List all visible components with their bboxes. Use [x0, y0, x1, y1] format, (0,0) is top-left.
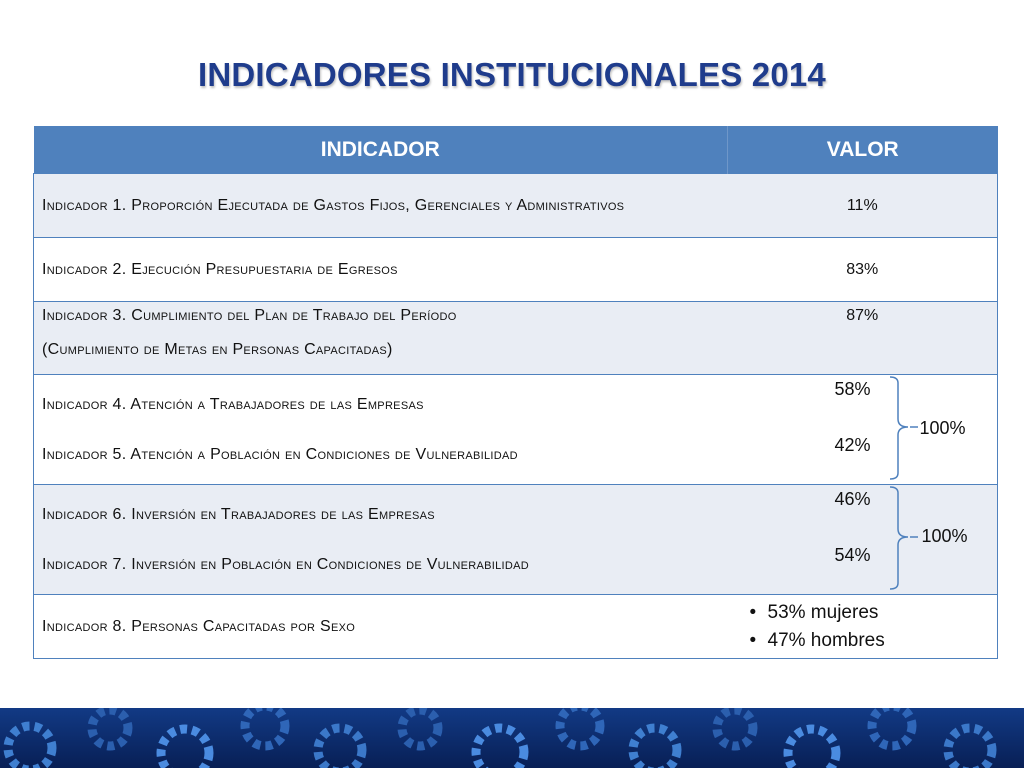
indicator-2-value: 83% [728, 238, 998, 302]
table-row [34, 174, 998, 238]
indicator-8-values [728, 595, 998, 659]
value-column-header: VALOR [728, 126, 998, 174]
indicator-3-value: 87% [728, 302, 998, 375]
table-row [34, 302, 998, 375]
page-title: INDICADORES INSTITUCIONALES 2014 [197, 56, 826, 93]
indicators-table [33, 126, 998, 659]
indicator-3-cell [34, 302, 728, 375]
indicator-4-text: Indicador 4. Atención a Trabajadores de las Empresas [42, 395, 424, 413]
sex-breakdown-list [728, 599, 998, 655]
indicator-7-text: Indicador 7. Inversión en Población en Condiciones de Vulnerabilidad [42, 555, 529, 573]
table-row [34, 485, 998, 595]
indicator-column-header: INDICADOR [34, 126, 728, 174]
list-item: • 47% hombres [749, 629, 885, 651]
indicator-2-text: Indicador 2. Ejecución Presupuestaria de Egresos [34, 238, 728, 302]
table-header-row [34, 126, 998, 174]
indicator-5-value: 42% [834, 435, 871, 455]
indicator-6-text: Indicador 6. Inversión en Trabajadores de las Empresas [42, 505, 435, 523]
group-4-5-total: 100% [919, 418, 966, 438]
indicator-4-value: 58% [834, 379, 871, 399]
indicator-1-text: Indicador 1. Proporción Ejecutada de Gastos Fijos, Gerenciales y Administrativos [34, 174, 728, 238]
indicator-1-value: 11% [728, 174, 998, 238]
indicator-6-7-cell [34, 485, 728, 595]
table-row [34, 595, 998, 659]
indicator-6-value: 46% [834, 489, 871, 509]
indicator-5-text: Indicador 5. Atención a Población en Condiciones de Vulnerabilidad [42, 445, 518, 463]
indicator-7-value: 54% [834, 545, 871, 565]
indicator-3-text: Indicador 3. Cumplimiento del Plan de Trabajo del Período [42, 307, 457, 324]
list-item: • 53% mujeres [749, 601, 879, 623]
table-row [34, 375, 998, 485]
gear-pattern-icon [0, 708, 1024, 768]
indicator-3-subtext: (Cumplimiento de Metas en Personas Capacitadas) [42, 341, 393, 358]
indicator-6-7-values [728, 485, 998, 595]
indicator-4-5-cell [34, 375, 728, 485]
group-6-7-total: 100% [921, 526, 968, 546]
women-share: 53% mujeres [767, 601, 879, 623]
men-share: 47% hombres [767, 629, 885, 651]
decorative-gear-footer [0, 708, 1024, 768]
indicator-8-text: Indicador 8. Personas Capacitadas por Sexo [34, 595, 728, 659]
table-row [34, 238, 998, 302]
indicator-4-5-values [728, 375, 998, 485]
